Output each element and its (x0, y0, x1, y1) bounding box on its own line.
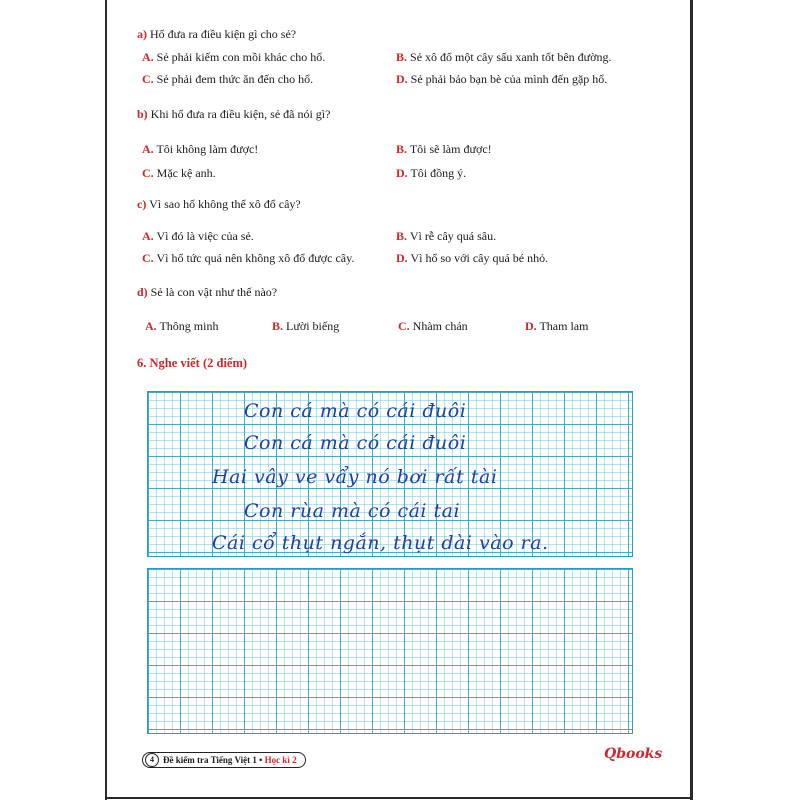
question-text: Sẻ là con vật như thế nào? (150, 285, 278, 299)
section-title: 6. Nghe viết (2 điểm) (137, 356, 248, 370)
option-b-A: A. Tôi không làm được! (142, 142, 259, 156)
option-d-A: A. Thông minh (145, 319, 219, 333)
footer-title: Đề kiểm tra Tiếng Việt 1 • (163, 755, 263, 765)
option-b-C: C. Mặc kệ anh. (142, 166, 216, 180)
option-c-C: C. Vì hổ tức quá nên không xô đổ được cây. (142, 251, 355, 265)
question-a: a) Hổ đưa ra điều kiện gì cho sẻ? (137, 27, 297, 41)
page-left-edge (105, 0, 107, 800)
option-c-D: D. Vì hổ so với cây quá bé nhỏ. (396, 251, 549, 265)
handwriting-line-2: Con cá mà có cái đuôi (244, 432, 467, 454)
page-right-edge (690, 0, 693, 800)
option-a-C: C. Sẻ phải đem thức ăn đến cho hổ. (142, 72, 314, 86)
option-c-A: A. Vì đó là việc của sẻ. (142, 229, 254, 243)
option-a-A: A. Sẻ phải kiếm con mồi khác cho hổ. (142, 50, 326, 64)
option-c-B: B. Vì rễ cây quá sâu. (396, 229, 497, 243)
handwriting-line-1: Con cá mà có cái đuôi (244, 400, 467, 422)
option-a-D: D. Sẻ phải bảo bạn bè của mình đến gặp hổ. (396, 72, 608, 86)
page-number: 4 (145, 753, 159, 767)
option-b-D: D. Tôi đồng ý. (396, 166, 467, 180)
question-text: Hổ đưa ra điều kiện gì cho sẻ? (150, 27, 297, 41)
question-d: d) Sẻ là con vật như thế nào? (137, 285, 278, 299)
option-d-B: B. Lười biếng (272, 319, 340, 333)
option-b-B: B. Tôi sẽ làm được! (396, 142, 492, 156)
option-a-B: B. Sẻ xô đổ một cây sấu xanh tốt bên đường. (396, 50, 612, 64)
writing-grid-blank[interactable] (147, 568, 633, 734)
question-c: c) Vì sao hổ không thể xô đổ cây? (137, 197, 301, 211)
option-d-D: D. Tham lam (525, 319, 589, 333)
publisher-logo: Qbooks (604, 746, 663, 762)
page-bottom-edge (105, 797, 693, 799)
page-footer (142, 752, 306, 768)
question-text: Khi hổ đưa ra điều kiện, sẻ đã nói gì? (150, 107, 331, 121)
question-text: Vì sao hổ không thể xô đổ cây? (149, 197, 301, 211)
option-d-C: C. Nhàm chán (398, 319, 468, 333)
question-b: b) Khi hổ đưa ra điều kiện, sẻ đã nói gì? (137, 107, 331, 121)
footer-term: Học kì 2 (264, 755, 297, 765)
handwriting-line-5: Cái cổ thụt ngắn, thụt dài vào ra. (212, 532, 549, 554)
handwriting-line-3: Hai vây ve vẩy nó bơi rất tài (212, 466, 498, 488)
handwriting-line-4: Con rùa mà có cái tai (244, 500, 461, 522)
